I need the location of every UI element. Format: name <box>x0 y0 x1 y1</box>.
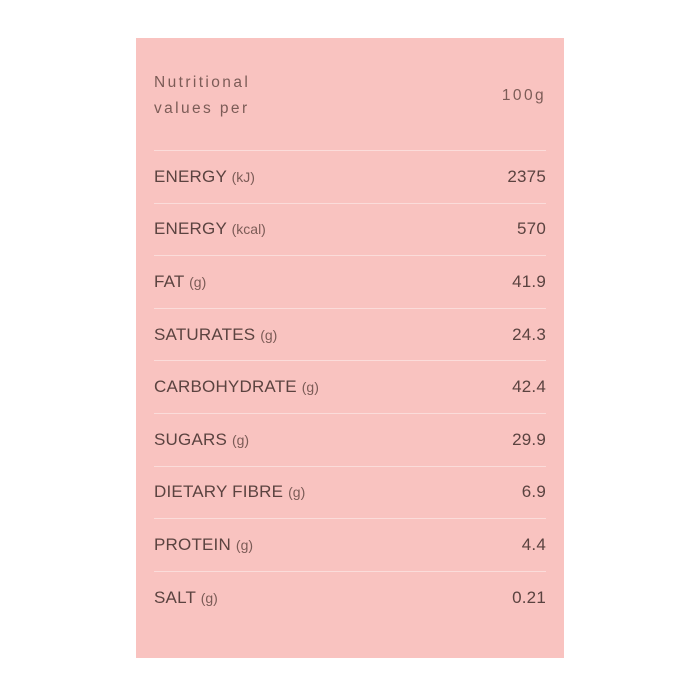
row-nutrient-name: ENERGY <box>154 219 227 239</box>
table-row <box>154 466 546 519</box>
nutrition-header-label-line2: values per <box>154 100 250 117</box>
row-label <box>154 361 350 414</box>
table-row <box>154 256 546 309</box>
row-nutrient-name: DIETARY FIBRE <box>154 482 284 502</box>
row-unit: (g) <box>288 484 306 501</box>
table-row <box>154 361 546 414</box>
row-label <box>154 203 350 256</box>
row-value: 4.4 <box>350 519 546 572</box>
nutrition-table <box>154 38 546 623</box>
row-value: 29.9 <box>350 413 546 466</box>
row-unit: (g) <box>200 589 218 606</box>
table-row <box>154 413 546 466</box>
row-label <box>154 519 350 572</box>
table-header-row <box>154 38 546 151</box>
row-unit: (g) <box>231 431 250 448</box>
row-nutrient-name: CARBOHYDRATE <box>154 377 297 397</box>
row-nutrient-name: PROTEIN <box>154 534 231 554</box>
nutrition-panel <box>136 38 564 658</box>
nutrition-header-label-line1: Nutritional <box>154 74 251 91</box>
row-label <box>154 571 350 623</box>
table-row <box>154 203 546 256</box>
row-value: 2375 <box>350 151 546 204</box>
row-nutrient-name: SATURATES <box>154 324 256 344</box>
row-nutrient-name: FAT <box>154 271 185 291</box>
table-row <box>154 151 546 204</box>
table-row <box>154 571 546 623</box>
nutrition-table-body <box>154 38 546 623</box>
row-unit: (kcal) <box>231 221 266 238</box>
table-row <box>154 308 546 361</box>
row-value: 6.9 <box>350 466 546 519</box>
row-value: 570 <box>350 203 546 256</box>
row-unit: (g) <box>235 536 254 553</box>
nutrition-header-value: 100g <box>501 87 546 104</box>
row-label <box>154 256 350 309</box>
row-nutrient-name: SALT <box>154 587 196 607</box>
row-value: 41.9 <box>350 256 546 309</box>
row-label <box>154 413 350 466</box>
row-unit: (g) <box>260 326 278 343</box>
nutrition-header-label <box>154 38 350 151</box>
row-value: 42.4 <box>350 361 546 414</box>
row-nutrient-name: ENERGY <box>154 166 227 186</box>
row-unit: (g) <box>189 273 207 290</box>
row-unit: (kJ) <box>231 168 255 185</box>
row-value: 24.3 <box>350 308 546 361</box>
table-row <box>154 519 546 572</box>
row-value: 0.21 <box>350 571 546 623</box>
row-label <box>154 308 350 361</box>
row-label <box>154 466 350 519</box>
row-unit: (g) <box>301 379 319 396</box>
row-label <box>154 151 350 204</box>
row-nutrient-name: SUGARS <box>154 429 227 449</box>
